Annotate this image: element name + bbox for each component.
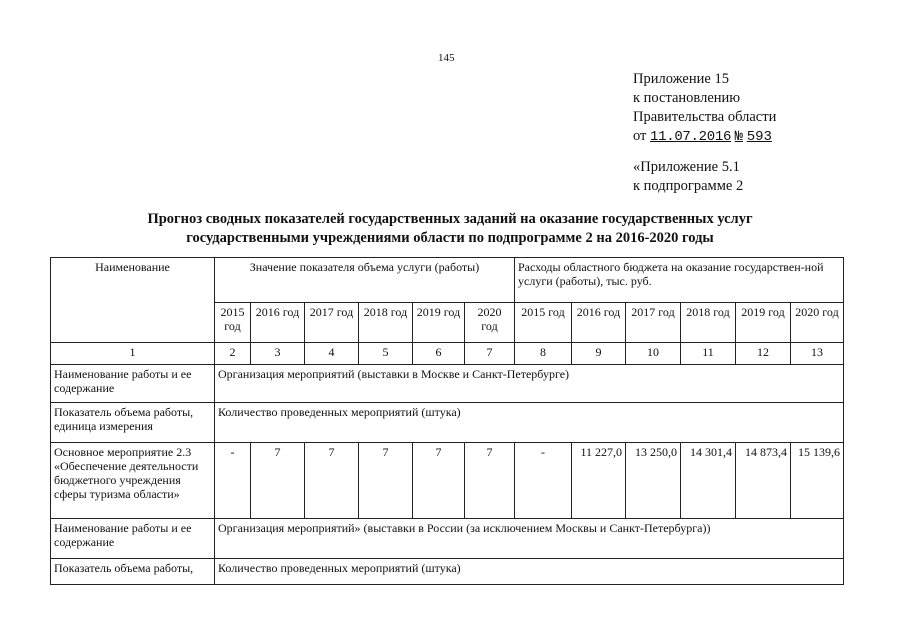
- volume-year: 2018 год: [359, 303, 413, 343]
- budget-value: 11 227,0: [572, 443, 626, 519]
- volume-year: 2015 год: [215, 303, 251, 343]
- header-budget: Расходы областного бюджета на оказание государствен-ной услуги (работы), тыс. руб.: [515, 258, 844, 303]
- decree-number: 593: [746, 129, 772, 145]
- table-row: [51, 443, 844, 519]
- appendix-title: Приложение 15: [633, 71, 729, 87]
- appendix-block: [633, 70, 776, 147]
- budget-year: 2019 год: [736, 303, 791, 343]
- decree-date: 11.07.2016: [650, 129, 732, 145]
- header-name: Наименование: [51, 258, 215, 343]
- row-label: Основное мероприятие 2.3 «Обеспечение деятельности бюджетного учреждения сферы туризма области»: [51, 443, 215, 519]
- column-number: 8: [515, 343, 572, 365]
- column-number: 5: [359, 343, 413, 365]
- volume-year: 2019 год: [413, 303, 465, 343]
- header-volume: Значение показателя объема услуги (работы): [215, 258, 515, 303]
- appendix-date-line: [633, 127, 776, 147]
- sub-appendix-line-2: к подпрограмме 2: [633, 178, 744, 194]
- volume-value: 7: [251, 443, 305, 519]
- budget-value: 15 139,6: [791, 443, 844, 519]
- budget-value: 14 301,4: [681, 443, 736, 519]
- table-row: [51, 559, 844, 585]
- sub-appendix-title: «Приложение 5.1: [633, 159, 740, 175]
- page-number: 145: [438, 52, 455, 64]
- header-row: [51, 258, 844, 303]
- volume-year: 2017 год: [305, 303, 359, 343]
- volume-year: 2016 год: [251, 303, 305, 343]
- volume-value: 7: [465, 443, 515, 519]
- column-number: 13: [791, 343, 844, 365]
- budget-year: 2017 год: [626, 303, 681, 343]
- row-content: Количество проведенных мероприятий (штука): [215, 559, 844, 585]
- row-label: Наименование работы и ее содержание: [51, 519, 215, 559]
- volume-value: -: [215, 443, 251, 519]
- budget-value: -: [515, 443, 572, 519]
- row-label: Показатель объема работы, единица измерения: [51, 403, 215, 443]
- table-row: [51, 519, 844, 559]
- table-row: [51, 365, 844, 403]
- column-number: 10: [626, 343, 681, 365]
- budget-value: 14 873,4: [736, 443, 791, 519]
- appendix-line-3: Правительства области: [633, 109, 777, 125]
- title-line-2: государственными учреждениями области по подпрограмме 2 на 2016-2020 годы: [186, 230, 714, 246]
- number-prefix: №: [734, 129, 744, 145]
- title-line-1: Прогноз сводных показателей государственных заданий на оказание государственных услуг: [147, 211, 753, 227]
- column-number: 9: [572, 343, 626, 365]
- column-number-row: [51, 343, 844, 365]
- budget-year: 2020 год: [791, 303, 844, 343]
- budget-year: 2018 год: [681, 303, 736, 343]
- volume-value: 7: [359, 443, 413, 519]
- column-number: 7: [465, 343, 515, 365]
- column-number: 6: [413, 343, 465, 365]
- date-prefix: от: [633, 128, 647, 144]
- sub-appendix-block: [633, 158, 743, 196]
- volume-year: 2020 год: [465, 303, 515, 343]
- column-number: 4: [305, 343, 359, 365]
- row-content: Количество проведенных мероприятий (штука): [215, 403, 844, 443]
- budget-year: 2016 год: [572, 303, 626, 343]
- document-title: [60, 210, 840, 248]
- volume-value: 7: [305, 443, 359, 519]
- column-number: 2: [215, 343, 251, 365]
- column-number: 12: [736, 343, 791, 365]
- column-number: 11: [681, 343, 736, 365]
- table-row: [51, 403, 844, 443]
- forecast-table: [50, 257, 844, 585]
- row-content: Организация мероприятий» (выставки в России (за исключением Москвы и Санкт-Петербурга)): [215, 519, 844, 559]
- appendix-line-2: к постановлению: [633, 90, 741, 106]
- budget-year: 2015 год: [515, 303, 572, 343]
- volume-value: 7: [413, 443, 465, 519]
- budget-value: 13 250,0: [626, 443, 681, 519]
- row-label: Показатель объема работы,: [51, 559, 215, 585]
- row-content: Организация мероприятий (выставки в Москве и Санкт-Петербурге): [215, 365, 844, 403]
- column-number: 1: [51, 343, 215, 365]
- row-label: Наименование работы и ее содержание: [51, 365, 215, 403]
- column-number: 3: [251, 343, 305, 365]
